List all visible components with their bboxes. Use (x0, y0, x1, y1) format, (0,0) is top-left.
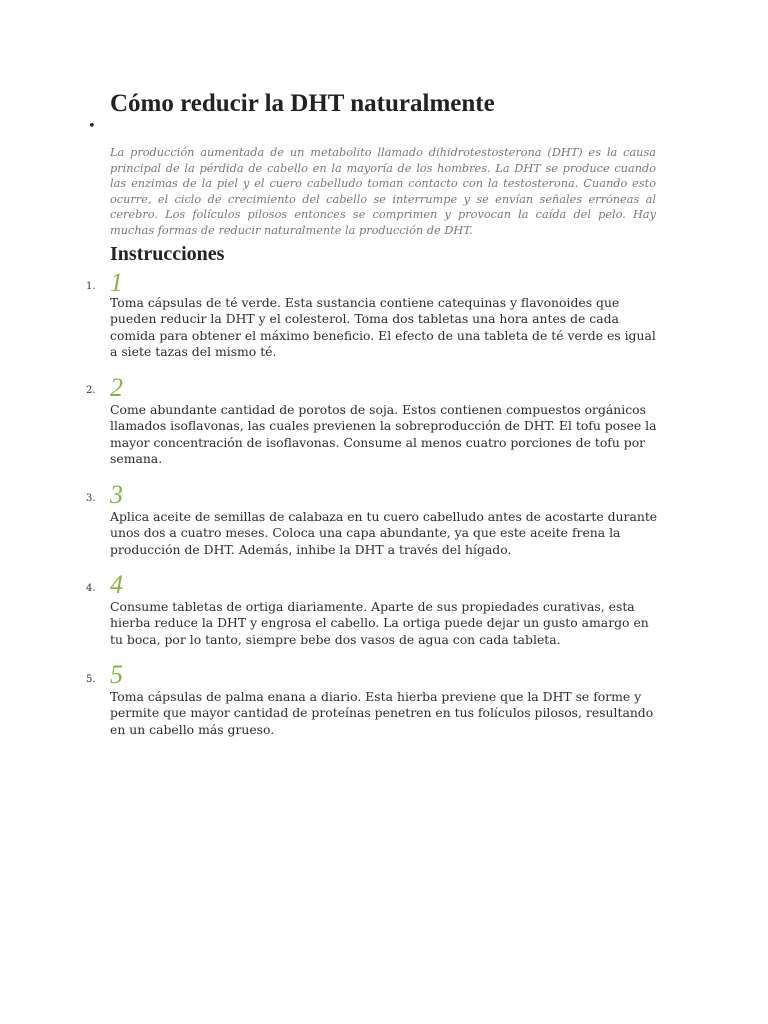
step-number: 3 (110, 480, 123, 509)
step-list-marker: 1. (86, 281, 96, 292)
step-text: Aplica aceite de semillas de calabaza en tu cuero cabelludo antes de acostarte durante unos dos a cuatro meses. Coloca una capa abundante, ya que este aceite frena la producción de DHT. Además, inhibe la DHT a través del hígado. (110, 509, 658, 557)
instructions-heading: Instrucciones (110, 243, 225, 265)
step-text: Toma cápsulas de té verde. Esta sustancia contiene catequinas y flavonoides que pueden reducir la DHT y el colesterol. Toma dos tabletas una hora antes de cada comida para obtener el máximo beneficio. El efecto de una tableta de té verde es igual a siete tazas del mismo té. (110, 295, 656, 359)
step-list-marker: 3. (86, 493, 96, 504)
step-text: Come abundante cantidad de porotos de soja. Estos contienen compuestos orgánicos llamados isoflavonas, las cuales previenen la sobreproducción de DHT. El tofu posee la mayor concentración de isoflavonas. Consume al menos cuatro porciones de tofu por semana. (110, 402, 657, 466)
step-text: Toma cápsulas de palma enana a diario. Esta hierba previene que la DHT se forme y permite que mayor cantidad de proteínas penetren en tus folículos pilosos, resultando en un cabello más grueso. (110, 689, 654, 737)
step-list-marker: 2. (86, 385, 96, 396)
article-intro: La producción aumentada de un metabolito llamado dihidrotestosterona (DHT) es la causa principal de la pérdida de cabello en la mayoría de los hombres. La DHT se produce cuando las enzimas de la piel y el cuero cabelludo toman contacto con la testosterona. Cuando esto ocurre, el ciclo de crecimiento del cabello se interrumpe y se envían señales erróneas al cerebro. Los folículos pilosos entonces se comprimen y provocan la caída del pelo. Hay muchas formas de reducir naturalmente la producción de DHT. (110, 146, 656, 237)
step-number: 2 (110, 373, 123, 402)
article-title: Cómo reducir la DHT naturalmente (110, 90, 495, 117)
step-number: 4 (110, 570, 123, 599)
step-number: 5 (110, 660, 123, 689)
step-list-marker: 5. (86, 674, 96, 685)
step-list-marker: 4. (86, 583, 96, 594)
bullet-marker: • (88, 119, 96, 134)
step-text: Consume tabletas de ortiga diariamente. Aparte de sus propiedades curativas, esta hierba reduce la DHT y engrosa el cabello. La ortiga puede dejar un gusto amargo en tu boca, por lo tanto, siempre bebe dos vasos de agua con cada tableta. (110, 599, 649, 647)
step-number: 1 (110, 268, 123, 297)
